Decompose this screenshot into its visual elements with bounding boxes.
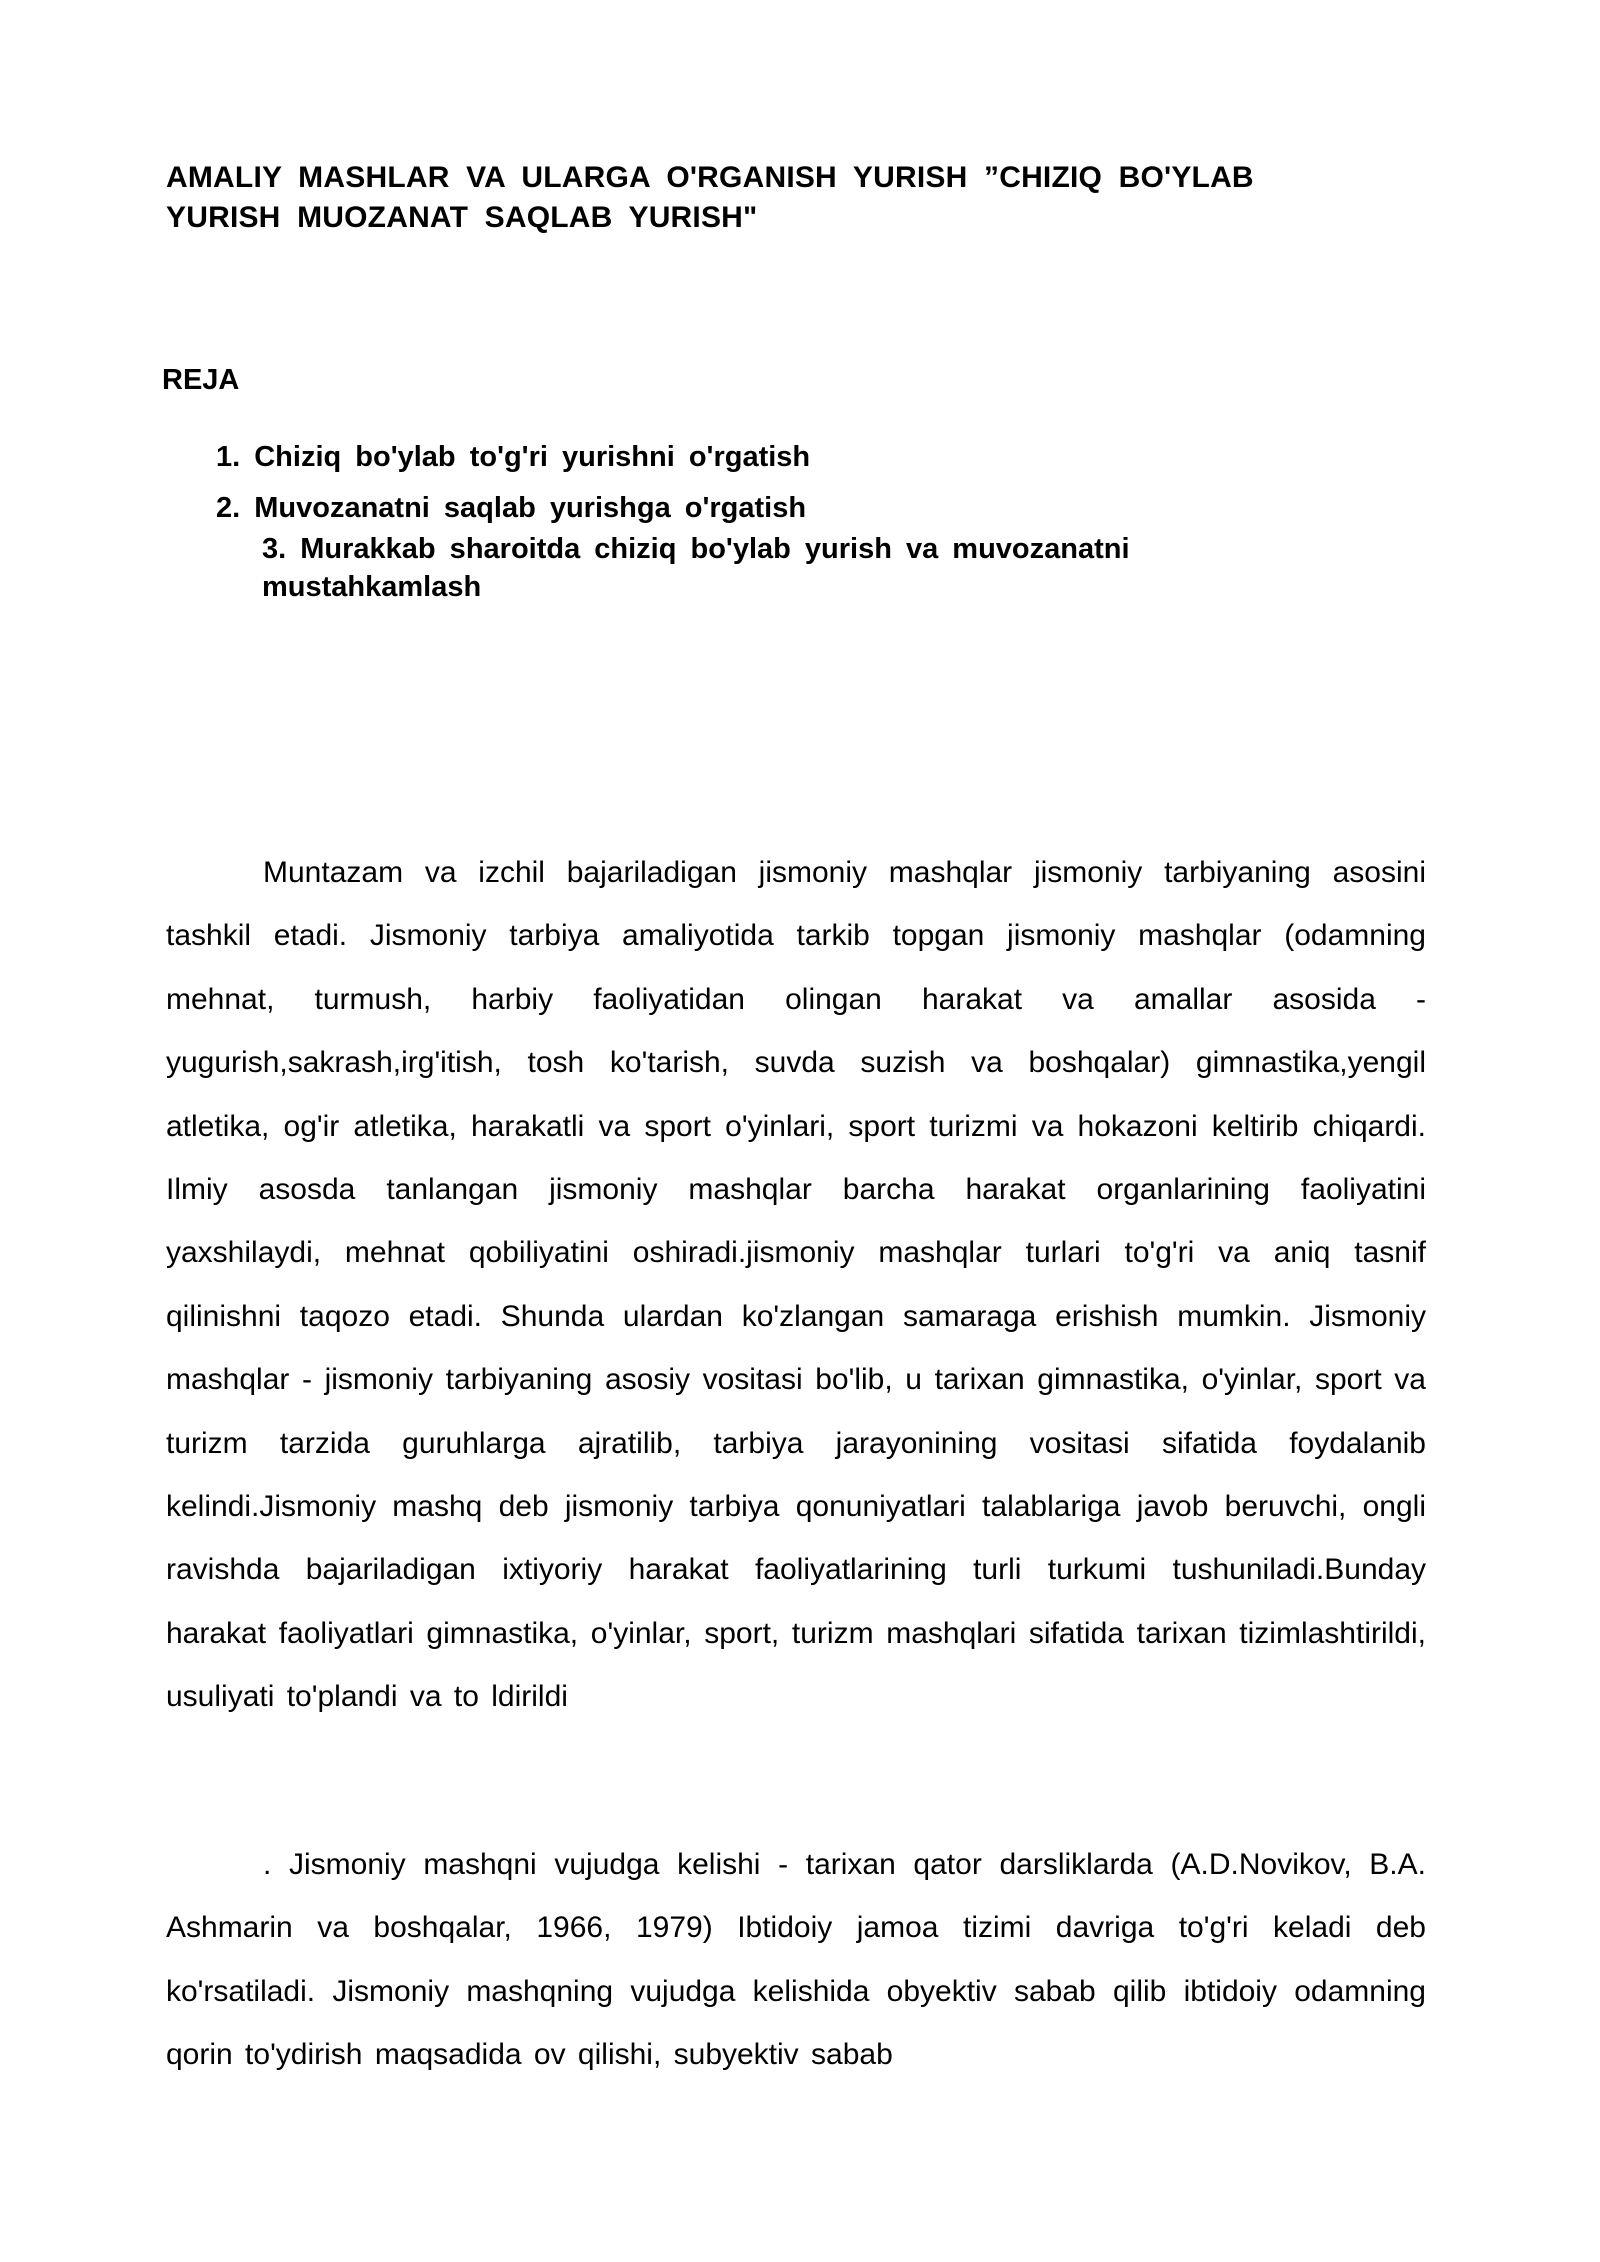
title-line-2: YURISH MUOZANAT SAQLAB YURISH" [166, 201, 758, 234]
paragraph-1-text: Muntazam va izchil bajariladigan jismoniy mashqlar jismoniy tarbiyaning asosini tashkil etadi. Jismoniy tarbiya amaliyotida tarkib topgan jismoniy mashqlar (odamning mehnat, turmush, harbiy faoliyatidan olingan harakat va amallar asosida -yugurish,sakrash,irg'itish, tosh ko'tarish, suvda suzish va boshqalar) gimnastika,yengil atletika, og'ir atletika, harakatli va sport o'yinlari, sport turizmi va hokazoni keltirib chiqardi. Ilmiy asosda tanlangan jismoniy mashqlar barcha harakat organlarining faoliyatini yaxshilaydi, mehnat qobiliyatini oshiradi.jismoniy mashqlar turlari to'g'ri va aniq tasnif qilinishni taqozo etadi. Shunda ulardan ko'zlangan samaraga erishish mumkin. Jismoniy mashqlar - jismoniy tarbiyaning asosiy vositasi bo'lib, u tarixan gimnastika, o'yinlar, sport va turizm tarzida guruhlarga ajratilib, tarbiya jarayonining vositasi sifatida foydalanib kelindi.Jismoniy mashq deb jismoniy tarbiya qonuniyatlari talablariga javob beruvchi, ongli ravishda bajariladigan ixtiyoriy harakat faoliyatlarining turli turkumi tushuniladi.Bunday harakat faoliyatlari gimnastika, o'yinlar, sport, turizm mashqlari sifatida tarixan tizimlashtirildi, usuliyati to'plandi va to ldirildi [166, 856, 1426, 1714]
body-paragraph-2 [166, 1833, 1426, 2087]
plan-item-2: 2. Muvozanatni saqlab yurishga o'rgatish [216, 492, 807, 524]
plan-heading: REJA [162, 364, 240, 396]
plan-item-3: 3. Murakkab sharoitda chiziq bo'ylab yurish va muvozanatni mustahkamlash [262, 533, 1130, 603]
title-line-1: AMALIY MASHLAR VA ULARGA O'RGANISH YURISH ”CHIZIQ BO'YLAB [166, 161, 1254, 194]
document-title [166, 158, 1416, 238]
body-paragraph-1 [166, 841, 1426, 1729]
paragraph-2-text: . Jismoniy mashqni vujudga kelishi - tarixan qator darsliklarda (A.D.Novikov, B.A. Ashmarin va boshqalar, 1966, 1979) Ibtidoiy jamoa tizimi davriga to'g'ri keladi deb ko'rsatiladi. Jismoniy mashqning vujudga kelishida obyektiv sabab qilib ibtidoiy odamning qorin to'ydirish maqsadida ov qilishi, subyektiv sabab [166, 1848, 1426, 2072]
plan-item-1: 1. Chiziq bo'ylab to'g'ri yurishni o'rgatish [216, 441, 811, 473]
